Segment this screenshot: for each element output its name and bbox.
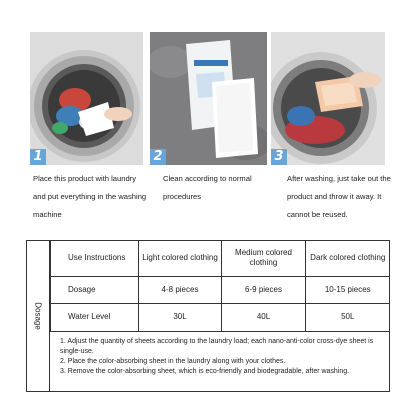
table-cell: 40L [222,303,306,331]
dosage-panel [26,240,390,392]
table-row [51,276,390,303]
header-cell: Use Instructions [51,241,139,276]
table-cell: 6-9 pieces [222,276,306,303]
step-number-badge: 2 [150,149,166,165]
usage-notes [50,331,389,377]
usage-note: 2. Place the color-absorbing sheet in the laundry along with your clothes. [60,358,286,365]
row-label: Dosage [51,276,139,303]
header-cell: Medium colored clothing [222,241,306,276]
step-number-badge: 3 [271,149,287,165]
table-header-row [51,241,390,276]
usage-note: 3. Remove the color-absorbing sheet, which is eco-friendly and biodegradable, after washing. [60,368,350,375]
step-instruction-2: Clean according to normal procedures [163,174,252,201]
table-row [51,303,390,331]
table-cell: 50L [306,303,390,331]
step-photo-2 [150,32,267,165]
sheet-removal-image [271,32,385,165]
dosage-side-column [27,241,50,391]
header-cell: Dark colored clothing [306,241,390,276]
step-photo-1 [30,32,143,165]
step-photo-3 [271,32,385,165]
row-label: Water Level [51,303,139,331]
table-cell: 10-15 pieces [306,276,390,303]
header-cell: Light colored clothing [139,241,222,276]
usage-note: 1. Adjust the quantity of sheets according to the laundry load; each nano-anti-color cross-dye sheet is single-use. [60,338,374,355]
dosage-side-label: Dosage [33,302,43,330]
step-number-badge: 1 [30,149,46,165]
step-instruction-3: After washing, just take out the product and throw it away. It cannot be reused. [287,174,391,219]
washing-machine-loading-image [30,32,143,165]
sheet-package-image [150,32,267,165]
dosage-table [50,241,390,332]
table-cell: 30L [139,303,222,331]
table-cell: 4-8 pieces [139,276,222,303]
step-instruction-1: Place this product with laundry and put everything in the washing machine [33,174,147,219]
